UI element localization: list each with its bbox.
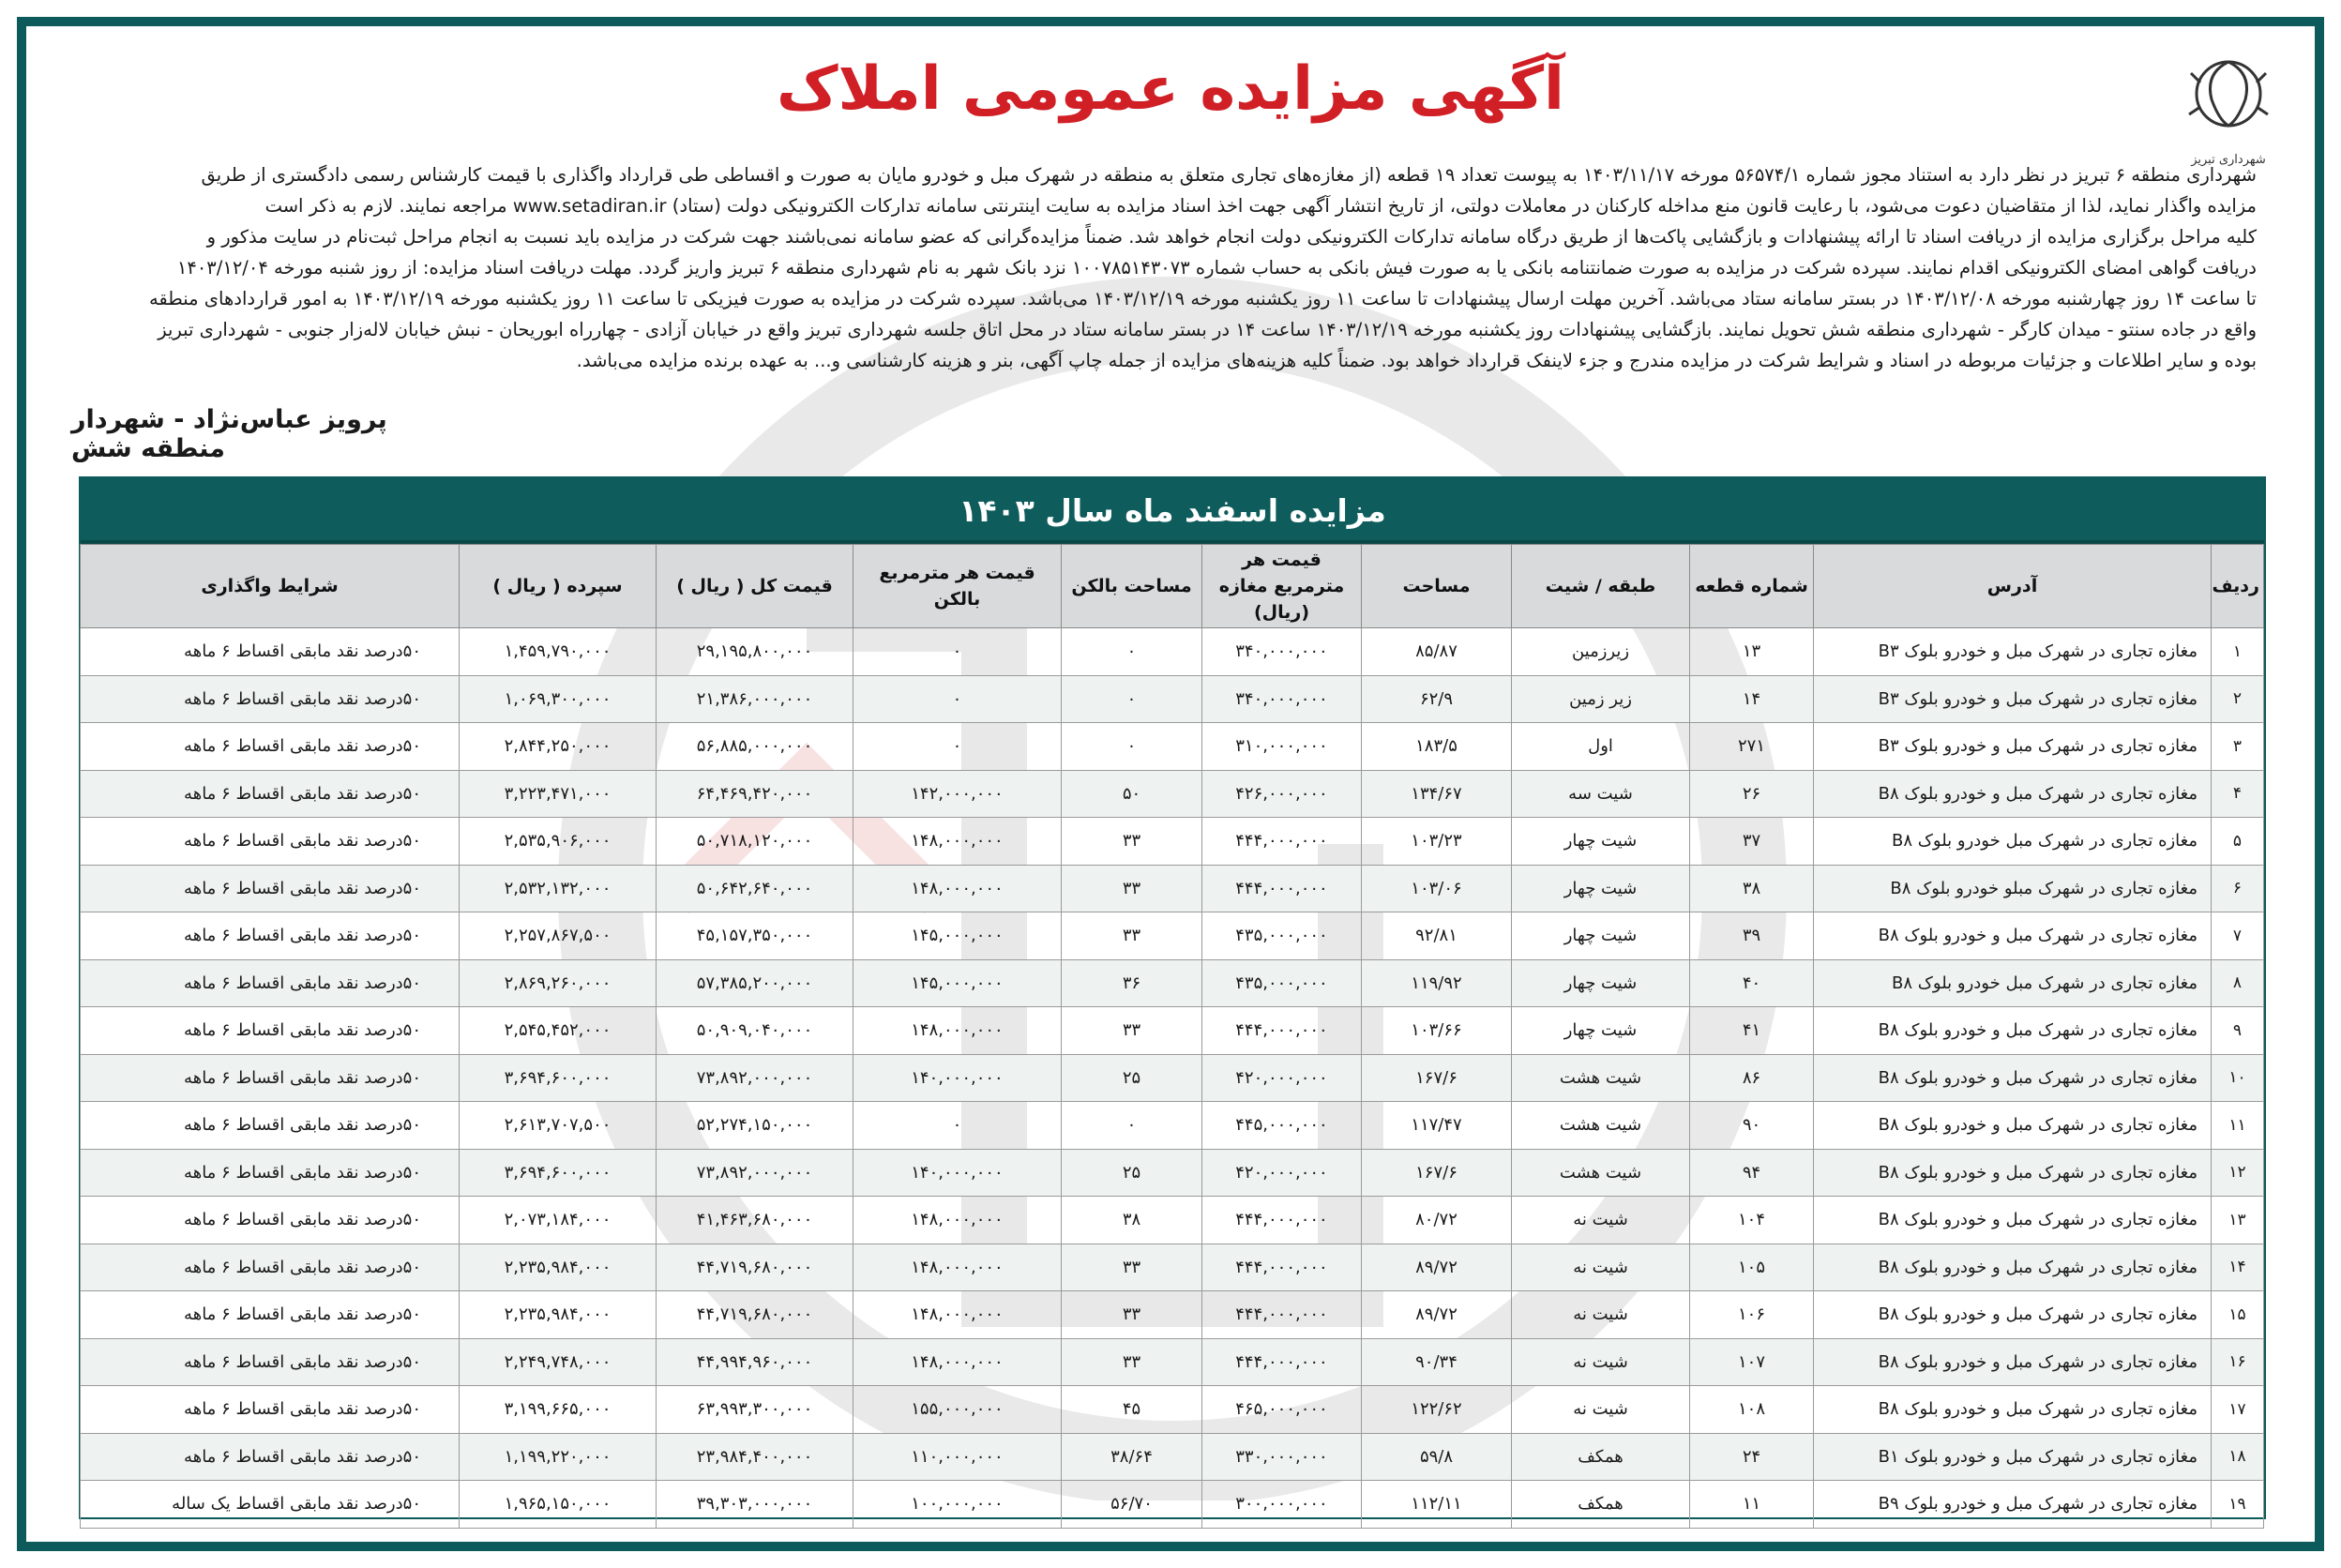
cell-terms: ۵۰درصد نقد مابقی اقساط ۶ ماهه xyxy=(81,1054,460,1102)
cell-deposit: ۲,۵۴۵,۴۵۲,۰۰۰ xyxy=(460,1007,657,1055)
auction-table xyxy=(79,476,2266,1519)
cell-deposit: ۲,۲۳۵,۹۸۴,۰۰۰ xyxy=(460,1244,657,1291)
cell-deposit: ۲,۰۷۳,۱۸۴,۰۰۰ xyxy=(460,1197,657,1244)
cell-balcony-area: ۳۳ xyxy=(1062,912,1202,960)
cell-address: مغازه تجاری در شهرک مبلو خودرو بلوک B۸ xyxy=(1814,865,2212,912)
cell-unit-price: ۴۲۰,۰۰۰,۰۰۰ xyxy=(1202,1149,1362,1197)
cell-unit-price: ۴۳۵,۰۰۰,۰۰۰ xyxy=(1202,959,1362,1007)
cell-terms: ۵۰درصد نقد مابقی اقساط ۶ ماهه xyxy=(81,959,460,1007)
cell-plot: ۱۰۴ xyxy=(1690,1197,1814,1244)
cell-terms: ۵۰درصد نقد مابقی اقساط ۶ ماهه xyxy=(81,723,460,771)
cell-row-number: ۵ xyxy=(2212,818,2264,866)
cell-balcony-area: ۳۳ xyxy=(1062,818,1202,866)
cell-balcony-area: ۳۳ xyxy=(1062,1338,1202,1386)
cell-balcony-price: ۰ xyxy=(853,723,1062,771)
cell-deposit: ۳,۶۹۴,۶۰۰,۰۰۰ xyxy=(460,1054,657,1102)
notice-paragraph: شهرداری منطقه ۶ تبریز در نظر دارد به استناد مجوز شماره ۵۶۵۷۴/۱ مورخه ۱۴۰۳/۱۱/۱۷ به پیوست تعداد ۱۹ قطعه (از مغازه‌های تجاری متعلق به منطقه در شهرک مبل و خودرو مایان به صورت و اقساطی طی قرارداد واگذاری با قیمت کارشناس رسمی دادگستری از طریق xyxy=(201,164,2257,186)
cell-plot: ۳۷ xyxy=(1690,818,1814,866)
cell-floor: شیت چهار xyxy=(1512,959,1690,1007)
cell-total: ۷۳,۸۹۲,۰۰۰,۰۰۰ xyxy=(657,1149,853,1197)
cell-balcony-area: ۴۵ xyxy=(1062,1386,1202,1434)
cell-terms: ۵۰درصد نقد مابقی اقساط ۶ ماهه xyxy=(81,1386,460,1434)
cell-floor: شیت چهار xyxy=(1512,912,1690,960)
cell-unit-price: ۴۲۶,۰۰۰,۰۰۰ xyxy=(1202,770,1362,818)
cell-plot: ۱۰۸ xyxy=(1690,1386,1814,1434)
cell-row-number: ۶ xyxy=(2212,865,2264,912)
cell-floor: شیت سه xyxy=(1512,770,1690,818)
cell-plot: ۹۰ xyxy=(1690,1102,1814,1150)
header-area: مساحت xyxy=(1362,545,1512,628)
cell-terms: ۵۰درصد نقد مابقی اقساط ۶ ماهه xyxy=(81,675,460,723)
cell-balcony-area: ۰ xyxy=(1062,723,1202,771)
cell-area: ۸۵/۸۷ xyxy=(1362,628,1512,676)
cell-unit-price: ۴۲۰,۰۰۰,۰۰۰ xyxy=(1202,1054,1362,1102)
cell-address: مغازه تجاری در شهرک مبل و خودرو بلوک B۸ xyxy=(1814,1291,2212,1339)
cell-deposit: ۱,۱۹۹,۲۲۰,۰۰۰ xyxy=(460,1433,657,1481)
table-row xyxy=(81,912,2264,960)
header-unit-price: قیمت هر مترمربع مغازه (ریال) xyxy=(1202,545,1362,628)
cell-balcony-price: ۱۴۸,۰۰۰,۰۰۰ xyxy=(853,1197,1062,1244)
cell-address: مغازه تجاری در شهرک مبل و خودرو بلوک B۸ xyxy=(1814,1386,2212,1434)
cell-area: ۱۶۷/۶ xyxy=(1362,1054,1512,1102)
cell-total: ۴۴,۷۱۹,۶۸۰,۰۰۰ xyxy=(657,1291,853,1339)
header-total: قیمت کل ( ریال ) xyxy=(657,545,853,628)
cell-area: ۶۲/۹ xyxy=(1362,675,1512,723)
cell-balcony-price: ۰ xyxy=(853,675,1062,723)
cell-plot: ۴۰ xyxy=(1690,959,1814,1007)
notice-paragraph: بوده و سایر اطلاعات و جزئیات مربوطه در اسناد و شرایط شرکت در مزایده مندرج و جزء لاینفک قرارداد خواهد بود. ضمناً کلیه هزینه‌های مزایده از جمله چاپ آگهی، بنر و هزینه کارشناسی و... به عهده برنده مزایده می‌باشد. xyxy=(576,350,2257,371)
cell-deposit: ۲,۲۵۷,۸۶۷,۵۰۰ xyxy=(460,912,657,960)
cell-balcony-area: ۳۶ xyxy=(1062,959,1202,1007)
cell-address: مغازه تجاری در شهرک مبل و خودرو بلوک B۱ xyxy=(1814,1433,2212,1481)
cell-deposit: ۱,۰۶۹,۳۰۰,۰۰۰ xyxy=(460,675,657,723)
cell-total: ۷۳,۸۹۲,۰۰۰,۰۰۰ xyxy=(657,1054,853,1102)
cell-row-number: ۹ xyxy=(2212,1007,2264,1055)
cell-floor: اول xyxy=(1512,723,1690,771)
cell-row-number: ۱۶ xyxy=(2212,1338,2264,1386)
cell-balcony-price: ۱۴۸,۰۰۰,۰۰۰ xyxy=(853,1291,1062,1339)
header-balcony-area: مساحت بالکن xyxy=(1062,545,1202,628)
cell-total: ۶۳,۹۹۳,۳۰۰,۰۰۰ xyxy=(657,1386,853,1434)
cell-floor: همکف xyxy=(1512,1481,1690,1529)
cell-deposit: ۲,۲۴۹,۷۴۸,۰۰۰ xyxy=(460,1338,657,1386)
cell-row-number: ۳ xyxy=(2212,723,2264,771)
cell-balcony-area: ۳۳ xyxy=(1062,865,1202,912)
cell-unit-price: ۴۴۴,۰۰۰,۰۰۰ xyxy=(1202,1338,1362,1386)
cell-area: ۱۱۲/۱۱ xyxy=(1362,1481,1512,1529)
cell-area: ۱۲۲/۶۲ xyxy=(1362,1386,1512,1434)
cell-unit-price: ۳۴۰,۰۰۰,۰۰۰ xyxy=(1202,675,1362,723)
cell-area: ۸۹/۷۲ xyxy=(1362,1291,1512,1339)
cell-unit-price: ۳۰۰,۰۰۰,۰۰۰ xyxy=(1202,1481,1362,1529)
cell-row-number: ۱۰ xyxy=(2212,1054,2264,1102)
cell-floor: شیت نه xyxy=(1512,1386,1690,1434)
cell-terms: ۵۰درصد نقد مابقی اقساط ۶ ماهه xyxy=(81,770,460,818)
cell-deposit: ۲,۲۳۵,۹۸۴,۰۰۰ xyxy=(460,1291,657,1339)
cell-total: ۲۳,۹۸۴,۴۰۰,۰۰۰ xyxy=(657,1433,853,1481)
cell-address: مغازه تجاری در شهرک مبل و خودرو بلوک B۸ xyxy=(1814,1338,2212,1386)
cell-deposit: ۳,۲۲۳,۴۷۱,۰۰۰ xyxy=(460,770,657,818)
cell-balcony-price: ۱۴۲,۰۰۰,۰۰۰ xyxy=(853,770,1062,818)
cell-total: ۳۹,۳۰۳,۰۰۰,۰۰۰ xyxy=(657,1481,853,1529)
cell-total: ۴۴,۷۱۹,۶۸۰,۰۰۰ xyxy=(657,1244,853,1291)
cell-address: مغازه تجاری در شهرک مبل و خودرو بلوک B۳ xyxy=(1814,628,2212,676)
cell-balcony-area: ۰ xyxy=(1062,1102,1202,1150)
cell-terms: ۵۰درصد نقد مابقی اقساط ۶ ماهه xyxy=(81,818,460,866)
cell-terms: ۵۰درصد نقد مابقی اقساط ۶ ماهه xyxy=(81,628,460,676)
header-plot: شماره قطعه xyxy=(1690,545,1814,628)
cell-balcony-price: ۱۴۸,۰۰۰,۰۰۰ xyxy=(853,818,1062,866)
cell-total: ۶۴,۴۶۹,۴۲۰,۰۰۰ xyxy=(657,770,853,818)
cell-address: مغازه تجاری در شهرک مبل و خودرو بلوک B۸ xyxy=(1814,1244,2212,1291)
cell-row-number: ۲ xyxy=(2212,675,2264,723)
cell-area: ۱۰۳/۲۳ xyxy=(1362,818,1512,866)
cell-plot: ۱۰۶ xyxy=(1690,1291,1814,1339)
cell-area: ۵۹/۸ xyxy=(1362,1433,1512,1481)
cell-plot: ۱۰۵ xyxy=(1690,1244,1814,1291)
cell-terms: ۵۰درصد نقد مابقی اقساط ۶ ماهه xyxy=(81,1007,460,1055)
cell-balcony-price: ۱۱۰,۰۰۰,۰۰۰ xyxy=(853,1433,1062,1481)
cell-balcony-area: ۰ xyxy=(1062,628,1202,676)
cell-deposit: ۲,۵۳۵,۹۰۶,۰۰۰ xyxy=(460,818,657,866)
cell-plot: ۲۴ xyxy=(1690,1433,1814,1481)
notice-paragraph: کلیه مراحل برگزاری مزایده از دریافت اسناد تا ارائه پیشنهادات و بازگشایی پاکت‌ها از طریق درگاه سامانه تدارکات الکترونیکی دولت انجام خواهد شد. ضمناً مزایده‌گرانی که عضو سامانه نمی‌باشند جهت شرکت در مزایده باید نسبت به انجام مراحل ثبت‌نام در سایت مذکور و xyxy=(206,226,2257,248)
cell-total: ۵۰,۷۱۸,۱۲۰,۰۰۰ xyxy=(657,818,853,866)
cell-floor: شیت چهار xyxy=(1512,865,1690,912)
cell-balcony-price: ۱۴۸,۰۰۰,۰۰۰ xyxy=(853,1244,1062,1291)
cell-balcony-price: ۱۵۵,۰۰۰,۰۰۰ xyxy=(853,1386,1062,1434)
cell-deposit: ۲,۸۴۴,۲۵۰,۰۰۰ xyxy=(460,723,657,771)
cell-address: مغازه تجاری در شهرک مبل و خودرو بلوک B۸ xyxy=(1814,1007,2212,1055)
cell-balcony-price: ۰ xyxy=(853,1102,1062,1150)
cell-deposit: ۲,۵۳۲,۱۳۲,۰۰۰ xyxy=(460,865,657,912)
cell-terms: ۵۰درصد نقد مابقی اقساط ۶ ماهه xyxy=(81,1244,460,1291)
notice-paragraph: واقع در جاده سنتو - میدان کارگر - شهرداری منطقه شش تحویل نمایند. بازگشایی پیشنهادات روز یکشنبه مورخه ۱۴۰۳/۱۲/۱۹ ساعت ۱۴ در بستر سامانه ستاد در محل اتاق جلسه شهرداری تبریز واقع در خیابان آزادی - چهارراه ابوریحان - نبش خیابان لاله‌زار جنوبی - شهرداری تبریز xyxy=(158,319,2257,340)
cell-row-number: ۱۴ xyxy=(2212,1244,2264,1291)
cell-address: مغازه تجاری در شهرک مبل و خودرو بلوک B۸ xyxy=(1814,1197,2212,1244)
cell-terms: ۵۰درصد نقد مابقی اقساط ۶ ماهه xyxy=(81,865,460,912)
table-row xyxy=(81,1433,2264,1481)
cell-area: ۱۱۹/۹۲ xyxy=(1362,959,1512,1007)
cell-area: ۱۰۳/۶۶ xyxy=(1362,1007,1512,1055)
cell-balcony-area: ۵۰ xyxy=(1062,770,1202,818)
cell-address: مغازه تجاری در شهرک مبل خودرو بلوک B۸ xyxy=(1814,818,2212,866)
cell-unit-price: ۴۴۴,۰۰۰,۰۰۰ xyxy=(1202,1291,1362,1339)
cell-terms: ۵۰درصد نقد مابقی اقساط ۶ ماهه xyxy=(81,1149,460,1197)
cell-terms: ۵۰درصد نقد مابقی اقساط ۶ ماهه xyxy=(81,1433,460,1481)
cell-unit-price: ۳۳۰,۰۰۰,۰۰۰ xyxy=(1202,1433,1362,1481)
table-row xyxy=(81,1338,2264,1386)
cell-deposit: ۱,۴۵۹,۷۹۰,۰۰۰ xyxy=(460,628,657,676)
cell-unit-price: ۴۳۵,۰۰۰,۰۰۰ xyxy=(1202,912,1362,960)
cell-unit-price: ۴۶۵,۰۰۰,۰۰۰ xyxy=(1202,1386,1362,1434)
cell-row-number: ۱۸ xyxy=(2212,1433,2264,1481)
cell-terms: ۵۰درصد نقد مابقی اقساط یک ساله xyxy=(81,1481,460,1529)
cell-plot: ۴۱ xyxy=(1690,1007,1814,1055)
cell-area: ۸۹/۷۲ xyxy=(1362,1244,1512,1291)
table-row xyxy=(81,1102,2264,1150)
cell-floor: شیت چهار xyxy=(1512,818,1690,866)
cell-address: مغازه تجاری در شهرک مبل و خودرو بلوک B۸ xyxy=(1814,770,2212,818)
cell-total: ۵۰,۶۴۲,۶۴۰,۰۰۰ xyxy=(657,865,853,912)
cell-address: مغازه تجاری در شهرک مبل و خودرو بلوک B۸ xyxy=(1814,1149,2212,1197)
cell-row-number: ۱۲ xyxy=(2212,1149,2264,1197)
cell-floor: شیت هشت xyxy=(1512,1054,1690,1102)
cell-deposit: ۲,۸۶۹,۲۶۰,۰۰۰ xyxy=(460,959,657,1007)
cell-balcony-price: ۱۴۸,۰۰۰,۰۰۰ xyxy=(853,1007,1062,1055)
cell-balcony-price: ۱۴۸,۰۰۰,۰۰۰ xyxy=(853,1338,1062,1386)
cell-floor: شیت نه xyxy=(1512,1291,1690,1339)
table-row xyxy=(81,818,2264,866)
cell-total: ۲۱,۳۸۶,۰۰۰,۰۰۰ xyxy=(657,675,853,723)
cell-total: ۴۴,۹۹۴,۹۶۰,۰۰۰ xyxy=(657,1338,853,1386)
cell-unit-price: ۴۴۵,۰۰۰,۰۰۰ xyxy=(1202,1102,1362,1150)
notice-title: آگهی مزایده عمومی املاک xyxy=(777,54,1564,124)
cell-deposit: ۳,۶۹۴,۶۰۰,۰۰۰ xyxy=(460,1149,657,1197)
cell-deposit: ۱,۹۶۵,۱۵۰,۰۰۰ xyxy=(460,1481,657,1529)
cell-address: مغازه تجاری در شهرک مبل و خودرو بلوک B۸ xyxy=(1814,1054,2212,1102)
table-row xyxy=(81,1149,2264,1197)
table-row xyxy=(81,1244,2264,1291)
cell-address: مغازه تجاری در شهرک مبل و خودرو بلوک B۹ xyxy=(1814,1481,2212,1529)
cell-address: مغازه تجاری در شهرک مبل و خودرو بلوک B۸ xyxy=(1814,912,2212,960)
cell-address: مغازه تجاری در شهرک مبل و خودرو بلوک B۳ xyxy=(1814,675,2212,723)
table-row xyxy=(81,959,2264,1007)
cell-address: مغازه تجاری در شهرک مبل و خودرو بلوک B۸ xyxy=(1814,1102,2212,1150)
cell-plot: ۳۹ xyxy=(1690,912,1814,960)
cell-floor: شیت هشت xyxy=(1512,1102,1690,1150)
header-address: آدرس xyxy=(1814,545,2212,628)
table-row xyxy=(81,1481,2264,1529)
cell-area: ۱۱۷/۴۷ xyxy=(1362,1102,1512,1150)
cell-total: ۵۷,۳۸۵,۲۰۰,۰۰۰ xyxy=(657,959,853,1007)
cell-balcony-price: ۱۰۰,۰۰۰,۰۰۰ xyxy=(853,1481,1062,1529)
cell-terms: ۵۰درصد نقد مابقی اقساط ۶ ماهه xyxy=(81,1197,460,1244)
cell-balcony-price: ۱۴۰,۰۰۰,۰۰۰ xyxy=(853,1149,1062,1197)
cell-floor: شیت هشت xyxy=(1512,1149,1690,1197)
cell-total: ۵۲,۲۷۴,۱۵۰,۰۰۰ xyxy=(657,1102,853,1150)
cell-balcony-area: ۳۳ xyxy=(1062,1007,1202,1055)
table-body xyxy=(81,628,2264,1529)
cell-unit-price: ۴۴۴,۰۰۰,۰۰۰ xyxy=(1202,1197,1362,1244)
cell-unit-price: ۴۴۴,۰۰۰,۰۰۰ xyxy=(1202,818,1362,866)
cell-unit-price: ۳۱۰,۰۰۰,۰۰۰ xyxy=(1202,723,1362,771)
table-row xyxy=(81,1291,2264,1339)
cell-total: ۵۰,۹۰۹,۰۴۰,۰۰۰ xyxy=(657,1007,853,1055)
cell-unit-price: ۴۴۴,۰۰۰,۰۰۰ xyxy=(1202,1007,1362,1055)
header-row-number: ردیف xyxy=(2212,545,2264,628)
cell-balcony-price: ۱۴۵,۰۰۰,۰۰۰ xyxy=(853,959,1062,1007)
cell-balcony-area: ۳۳ xyxy=(1062,1244,1202,1291)
cell-area: ۱۶۷/۶ xyxy=(1362,1149,1512,1197)
header-balcony-price: قیمت هر مترمربع بالکن xyxy=(853,545,1062,628)
cell-floor: شیت چهار xyxy=(1512,1007,1690,1055)
cell-balcony-area: ۲۵ xyxy=(1062,1149,1202,1197)
notice-paragraph: تا ساعت ۱۴ روز چهارشنبه مورخه ۱۴۰۳/۱۲/۰۸ در بستر سامانه ستاد می‌باشد. آخرین مهلت ارسال پیشنهادات تا ساعت ۱۱ روز یکشنبه مورخه ۱۴۰۳/۱۲/۱۹ می‌باشد. سپرده شرکت در مزایده به صورت فیزیکی تا ساعت ۱۱ روز یکشنبه مورخه ۱۴۰۳/۱۲/۱۹ به امور قراردادهای منطقه xyxy=(148,288,2257,309)
table-row xyxy=(81,1054,2264,1102)
cell-area: ۱۳۴/۶۷ xyxy=(1362,770,1512,818)
cell-area: ۸۰/۷۲ xyxy=(1362,1197,1512,1244)
cell-unit-price: ۴۴۴,۰۰۰,۰۰۰ xyxy=(1202,1244,1362,1291)
cell-floor: زیر زمین xyxy=(1512,675,1690,723)
header-terms: شرایط واگذاری xyxy=(81,545,460,628)
cell-balcony-price: ۱۴۸,۰۰۰,۰۰۰ xyxy=(853,865,1062,912)
cell-row-number: ۸ xyxy=(2212,959,2264,1007)
cell-balcony-area: ۳۳ xyxy=(1062,1291,1202,1339)
cell-terms: ۵۰درصد نقد مابقی اقساط ۶ ماهه xyxy=(81,1102,460,1150)
cell-row-number: ۷ xyxy=(2212,912,2264,960)
cell-floor: شیت نه xyxy=(1512,1197,1690,1244)
cell-plot: ۱۰۷ xyxy=(1690,1338,1814,1386)
cell-plot: ۸۶ xyxy=(1690,1054,1814,1102)
header-floor: طبقه / شیت xyxy=(1512,545,1690,628)
table-header-row xyxy=(81,545,2264,628)
cell-deposit: ۲,۶۱۳,۷۰۷,۵۰۰ xyxy=(460,1102,657,1150)
svg-text:شهرداری تبریز: شهرداری تبریز xyxy=(2191,153,2266,167)
cell-row-number: ۱ xyxy=(2212,628,2264,676)
cell-plot: ۲۶ xyxy=(1690,770,1814,818)
table-row xyxy=(81,723,2264,771)
cell-plot: ۹۴ xyxy=(1690,1149,1814,1197)
cell-balcony-area: ۳۸/۶۴ xyxy=(1062,1433,1202,1481)
table-row xyxy=(81,770,2264,818)
cell-area: ۹۲/۸۱ xyxy=(1362,912,1512,960)
cell-balcony-area: ۰ xyxy=(1062,675,1202,723)
cell-balcony-area: ۳۸ xyxy=(1062,1197,1202,1244)
table-row xyxy=(81,1197,2264,1244)
cell-balcony-area: ۵۶/۷۰ xyxy=(1062,1481,1202,1529)
cell-plot: ۱۱ xyxy=(1690,1481,1814,1529)
cell-terms: ۵۰درصد نقد مابقی اقساط ۶ ماهه xyxy=(81,1291,460,1339)
cell-row-number: ۱۵ xyxy=(2212,1291,2264,1339)
table-row xyxy=(81,865,2264,912)
table-title: مزایده اسفند ماه سال ۱۴۰۳ xyxy=(81,478,2264,544)
cell-area: ۹۰/۳۴ xyxy=(1362,1338,1512,1386)
cell-total: ۵۶,۸۸۵,۰۰۰,۰۰۰ xyxy=(657,723,853,771)
cell-terms: ۵۰درصد نقد مابقی اقساط ۶ ماهه xyxy=(81,1338,460,1386)
table-row xyxy=(81,1386,2264,1434)
cell-floor: شیت نه xyxy=(1512,1244,1690,1291)
table-row xyxy=(81,1007,2264,1055)
cell-plot: ۳۸ xyxy=(1690,865,1814,912)
cell-total: ۴۵,۱۵۷,۳۵۰,۰۰۰ xyxy=(657,912,853,960)
cell-unit-price: ۳۴۰,۰۰۰,۰۰۰ xyxy=(1202,628,1362,676)
notice-body xyxy=(81,159,2257,376)
cell-floor: زیرزمین xyxy=(1512,628,1690,676)
cell-area: ۱۰۳/۰۶ xyxy=(1362,865,1512,912)
cell-address: مغازه تجاری در شهرک مبل و خودرو بلوک B۳ xyxy=(1814,723,2212,771)
cell-plot: ۲۷۱ xyxy=(1690,723,1814,771)
cell-area: ۱۸۳/۵ xyxy=(1362,723,1512,771)
notice-paragraph: مزایده واگذار نماید، لذا از متقاضیان دعوت می‌شود، با رعایت قانون منع مداخله کارکنان در معاملات دولتی، از تاریخ انتشار آگهی جهت اخذ اسناد مزایده به سایت اینترنتی سامانه تدارکات الکترونیکی دولت (ستاد) www.setadiran.ir مراجعه نمایند. لازم به ذکر است xyxy=(264,195,2257,217)
cell-floor: همکف xyxy=(1512,1433,1690,1481)
table-row xyxy=(81,675,2264,723)
cell-plot: ۱۳ xyxy=(1690,628,1814,676)
cell-row-number: ۴ xyxy=(2212,770,2264,818)
cell-terms: ۵۰درصد نقد مابقی اقساط ۶ ماهه xyxy=(81,912,460,960)
cell-total: ۴۱,۴۶۳,۶۸۰,۰۰۰ xyxy=(657,1197,853,1244)
cell-unit-price: ۴۴۴,۰۰۰,۰۰۰ xyxy=(1202,865,1362,912)
table-row xyxy=(81,628,2264,676)
cell-address: مغازه تجاری در شهرک مبل خودرو بلوک B۸ xyxy=(1814,959,2212,1007)
header-deposit: سپرده ( ریال ) xyxy=(460,545,657,628)
cell-plot: ۱۴ xyxy=(1690,675,1814,723)
cell-row-number: ۱۱ xyxy=(2212,1102,2264,1150)
cell-deposit: ۳,۱۹۹,۶۶۵,۰۰۰ xyxy=(460,1386,657,1434)
cell-row-number: ۱۹ xyxy=(2212,1481,2264,1529)
mayor-signature: پرویز عباس‌نژاد - شهردار منطقه شش xyxy=(71,405,387,463)
cell-row-number: ۱۳ xyxy=(2212,1197,2264,1244)
cell-balcony-price: ۰ xyxy=(853,628,1062,676)
cell-total: ۲۹,۱۹۵,۸۰۰,۰۰۰ xyxy=(657,628,853,676)
cell-floor: شیت نه xyxy=(1512,1338,1690,1386)
cell-balcony-price: ۱۴۵,۰۰۰,۰۰۰ xyxy=(853,912,1062,960)
cell-balcony-price: ۱۴۰,۰۰۰,۰۰۰ xyxy=(853,1054,1062,1102)
cell-balcony-area: ۲۵ xyxy=(1062,1054,1202,1102)
notice-paragraph: دریافت گواهی امضای الکترونیکی اقدام نمایند. سپرده شرکت در مزایده به صورت ضمانتنامه بانکی یا به صورت فیش بانکی به حساب شماره ۱۰۰۷۸۵۱۴۳۰۷۳ نزد بانک شهر به نام شهرداری منطقه ۶ تبریز واریز گردد. مهلت دریافت اسناد مزایده: از روز شنبه مورخه ۱۴۰۳/۱۲/۰۴ xyxy=(176,257,2257,279)
cell-row-number: ۱۷ xyxy=(2212,1386,2264,1434)
properties-table xyxy=(80,544,2264,1529)
